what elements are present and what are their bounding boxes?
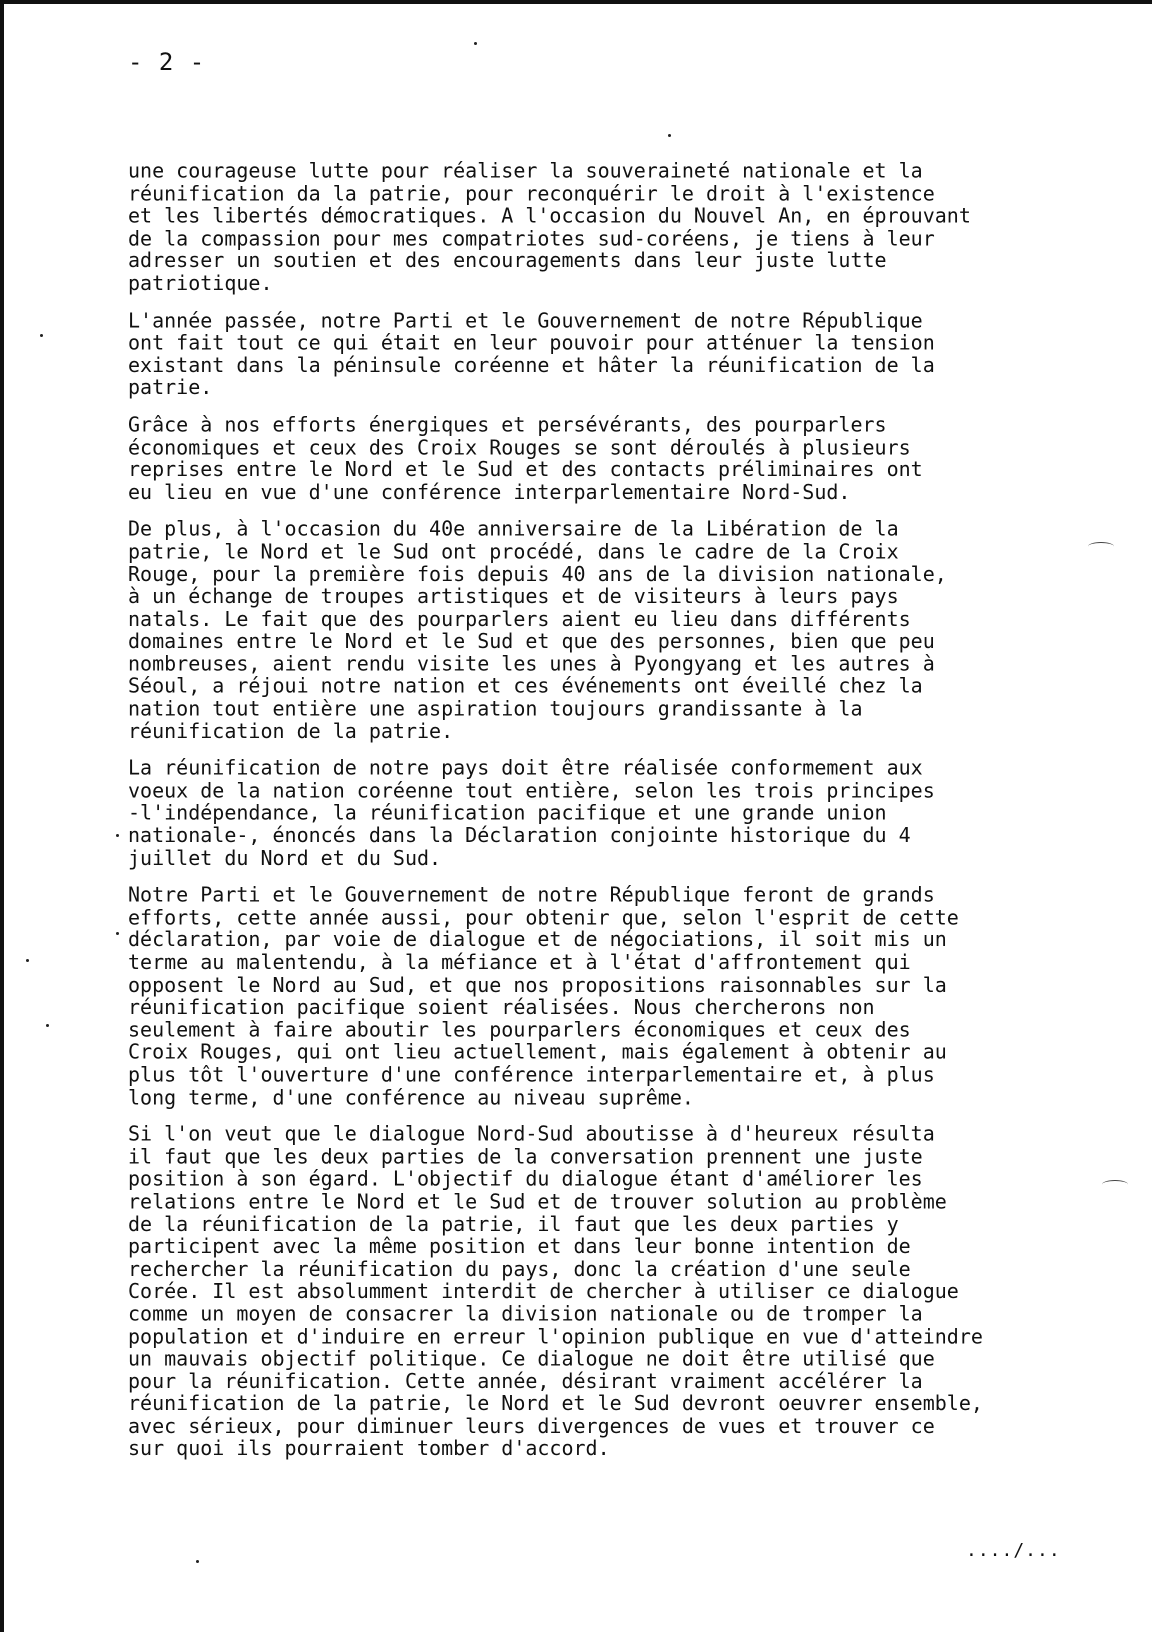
continuation-mark: ..../... [966,1540,1061,1561]
paragraph-2: L'année passée, notre Parti et le Gouvernement de notre République ont fait tout ce qui était en leur pouvoir pour atténuer la tension existant dans la péninsule coréenne et hâter la réunification de la patrie. [128,307,935,400]
scan-speck [46,1024,49,1027]
paragraph-3: Grâce à nos efforts énergiques et persévérants, des pourparlers économiques et ceux des Croix Rouges se sont déroulés à plusieurs reprises entre le Nord et le Sud et des contacts préliminaires ont eu lieu en vue d'une conférence interparlementaire Nord-Sud. [128,411,923,504]
scan-mark [1088,542,1114,551]
scan-speck [196,1560,199,1563]
scan-speck [116,932,119,935]
paragraph-1: une courageuse lutte pour réaliser la souveraineté nationale et la réunification da la patrie, pour reconquérir le droit à l'existence et les libertés démocratiques. A l'occasion du Nouvel An, en éprouvant de la compassion pour mes compatriotes sud-coréens, je tiens à leur adresser un soutien et des encouragements dans leur juste lutte patriotique. [128,157,971,296]
page-number: - 2 - [128,48,206,76]
scan-speck [668,134,671,137]
scan-speck [40,334,43,337]
paragraph-4: De plus, à l'occasion du 40e anniversaire de la Libération de la patrie, le Nord et le Sud ont procédé, dans le cadre de la Croix Rouge, pour la première fois depuis 40 ans de la division nationale, à un échange de troupes artistiques et de visiteurs à leurs pays natals. Le fait que des pourparlers aient eu lieu dans différents domaines entre le Nord et le Sud et que des personnes, bien que peu nombreuses, aient rendu visite les unes à Pyongyang et les autres à Séoul, a réjoui notre nation et ces événements ont éveillé chez la nation tout entière une aspiration toujours grandissante à la réunification de la patrie. [128,516,947,744]
scan-speck [474,42,477,45]
scan-speck [116,834,119,837]
paragraph-6: Notre Parti et le Gouvernement de notre République feront de grands efforts, cette année aussi, pour obtenir que, selon l'esprit de cette déclaration, par voie de dialogue et de négociations, il soit mis un terme au malentendu, à la méfiance et à l'état d'affrontement qui opposent le Nord au Sud, et que nos propositions raisonnables sur la réunification pacifique soient réalisées. Nous chercherons non seulement à faire aboutir les pourparlers économiques et ceux des Croix Rouges, qui ont lieu actuellement, mais également à obtenir au plus tôt l'ouverture d'une conférence interparlementaire et, à plus long terme, d'une conférence au niveau suprême. [128,881,959,1110]
body-text [128,157,1128,1475]
paragraph-5: La réunification de notre pays doit être réalisée conformement aux voeux de la nation coréenne tout entière, selon les trois principes -l'indépendance, la réunification pacifique et une grande union nationale-, énoncés dans la Déclaration conjointe historique du 4 juillet du Nord et du Sud. [128,755,935,870]
paragraph-7: Si l'on veut que le dialogue Nord-Sud aboutisse à d'heureux résulta il faut que les deux parties de la conversation prennent une juste position à son égard. L'objectif du dialogue étant d'améliorer les relations entre le Nord et le Sud et de trouver solution au problème de la réunification de la patrie, il faut que les deux parties y participent avec la même position et dans leur bonne intention de rechercher la réunification du pays, donc la création d'une seule Corée. Il est absolumment interdit de chercher à utiliser ce dialogue comme un moyen de consacrer la division nationale ou de tromper la population et d'induire en erreur l'opinion publique en vue d'atteindre un mauvais objectif politique. Ce dialogue ne doit être utilisé que pour la réunification. Cette année, désirant vraiment accélérer la réunification de la patrie, le Nord et le Sud devront oeuvrer ensemble, avec sérieux, pour diminuer leurs divergences de vues et trouver ce sur quoi ils pourraient tomber d'accord. [128,1121,983,1461]
scan-speck [26,959,29,962]
scan-mark [1102,1180,1128,1189]
